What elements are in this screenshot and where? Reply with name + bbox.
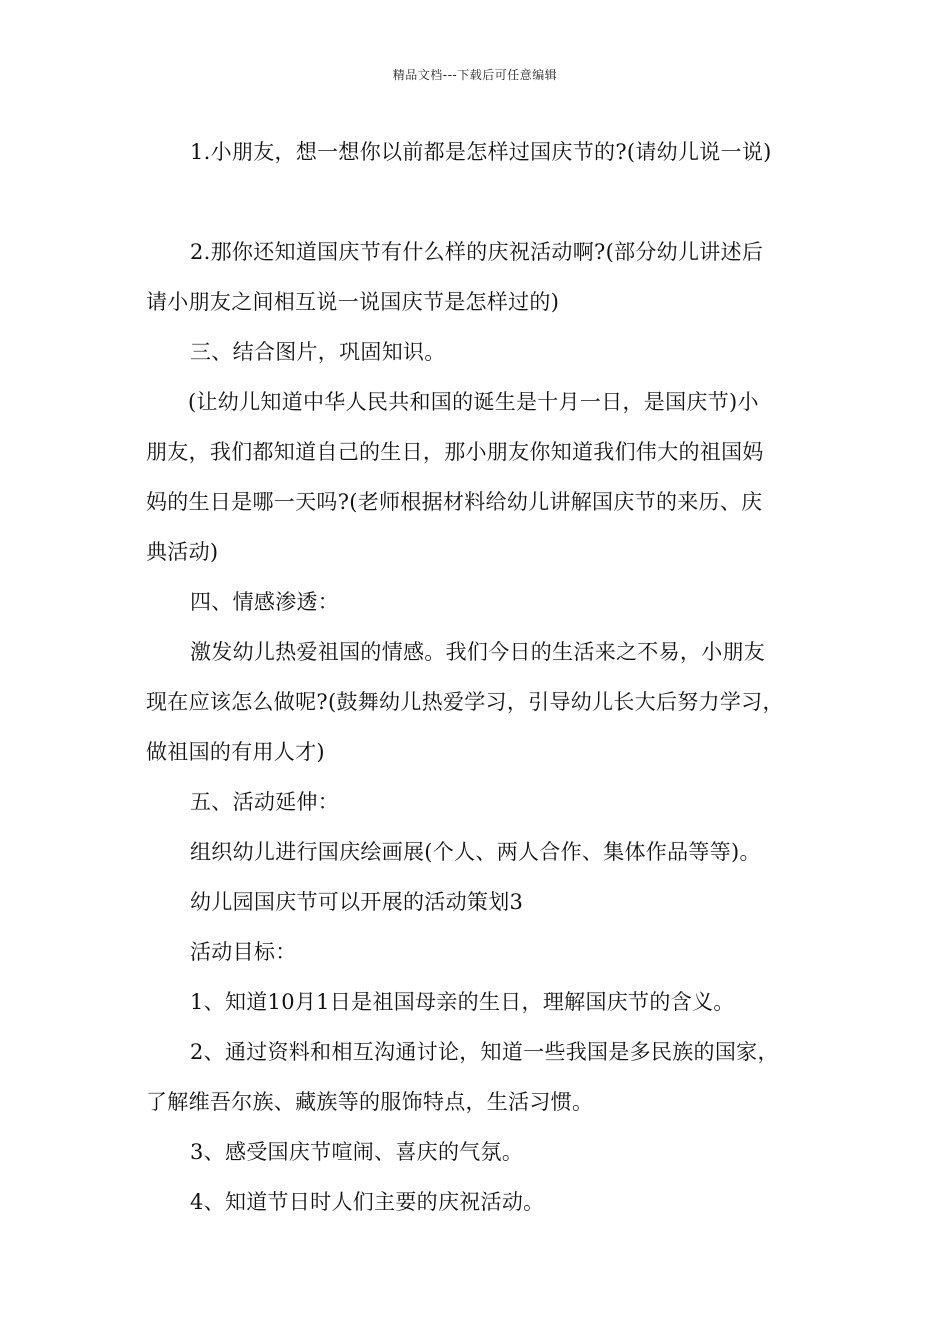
section-heading-5: 五、活动延伸： (190, 790, 340, 814)
page-header: 精品文档---下载后可任意编辑 (392, 68, 558, 82)
paragraph-line-1: 1.小朋友，想一想你以前都是怎样过国庆节的?(请幼儿说一说) (190, 140, 772, 164)
goal-item-3: 3、感受国庆节喧闹、喜庆的气氛。 (190, 1140, 524, 1164)
goal-item-1: 1、知道10月1日是祖国母亲的生日，理解国庆节的含义。 (190, 990, 735, 1014)
goal-item-2-cont: 了解维吾尔族、藏族等的服饰特点，生活习惯。 (146, 1090, 594, 1114)
paragraph-line-14: 组织幼儿进行国庆绘画展(个人、两人合作、集体作品等等)。 (190, 840, 761, 864)
paragraph-line-6: 朋友，我们都知道自己的生日，那小朋友你知道我们伟大的祖国妈 (146, 440, 764, 464)
goal-item-4: 4、知道节日时人们主要的庆祝活动。 (190, 1190, 545, 1214)
goal-item-2: 2、通过资料和相互沟通讨论，知道一些我国是多民族的国家， (190, 1040, 779, 1064)
paragraph-line-3: 请小朋友之间相互说一说国庆节是怎样过的) (146, 290, 560, 314)
paragraph-line-10: 激发幼儿热爱祖国的情感。我们今日的生活来之不易，小朋友 (190, 640, 766, 664)
paragraph-line-12: 做祖国的有用人才) (146, 740, 325, 764)
paragraph-line-2: 2.那你还知道国庆节有什么样的庆祝活动啊?(部分幼儿讲述后 (190, 240, 764, 264)
paragraph-line-11: 现在应该怎么做呢?(鼓舞幼儿热爱学习，引导幼儿长大后努力学习， (146, 690, 784, 714)
section-heading-4: 四、情感渗透： (190, 590, 340, 614)
paragraph-line-7: 妈的生日是哪一天吗?(老师根据材料给幼儿讲解国庆节的来历、庆 (146, 490, 763, 514)
section-heading-3: 三、结合图片，巩固知识。 (190, 340, 446, 364)
goals-heading: 活动目标： (190, 940, 297, 964)
plan-title: 幼儿园国庆节可以开展的活动策划3 (190, 890, 524, 914)
paragraph-line-8: 典活动) (146, 540, 219, 564)
paragraph-line-5: (让幼儿知道中华人民共和国的诞生是十月一日，是国庆节)小 (188, 390, 759, 414)
